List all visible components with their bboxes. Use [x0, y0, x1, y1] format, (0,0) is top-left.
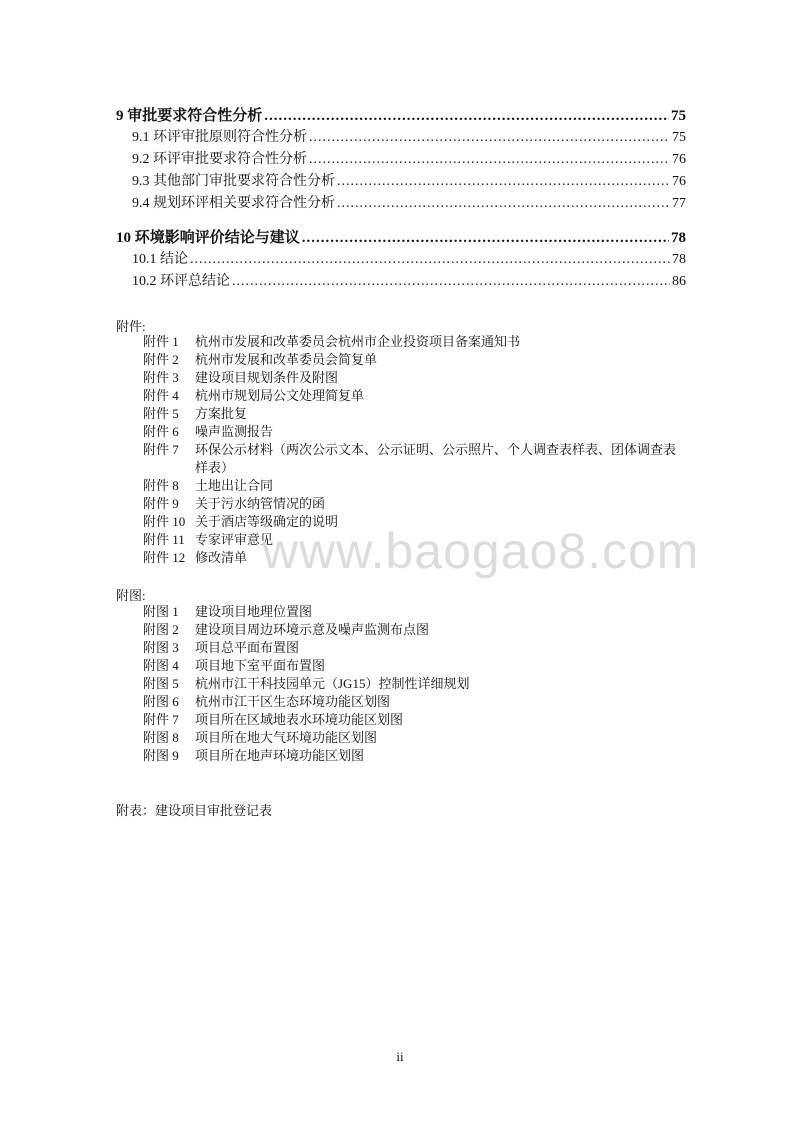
item-number: 附件 4 [143, 388, 179, 403]
toc-entry-9[interactable] [116, 104, 686, 126]
item-number: 附图 4 [143, 658, 179, 673]
page-number: ii [396, 1049, 404, 1064]
figures-list [143, 603, 688, 765]
list-item [143, 711, 688, 729]
item-text: 杭州市规划局公文处理简复单 [195, 388, 365, 403]
dot-leader [232, 274, 670, 290]
item-number: 附件 3 [143, 370, 179, 385]
dot-leader [190, 252, 670, 268]
item-text: 关于污水纳管情况的函 [195, 496, 326, 511]
item-number: 附件 5 [143, 406, 179, 421]
item-text: 修改清单 [195, 550, 248, 565]
list-item [143, 405, 688, 423]
item-text: 杭州市发展和改革委员会杭州市企业投资项目备案通知书 [195, 334, 521, 349]
item-number: 附件 6 [143, 424, 179, 439]
toc-page-number: 78 [671, 230, 686, 246]
toc-page-number: 86 [672, 274, 686, 289]
item-number: 附图 1 [143, 604, 179, 619]
attachments-heading: 附件: [116, 319, 146, 334]
item-text: 土地出让合同 [195, 478, 274, 493]
list-item [143, 621, 688, 639]
toc-page-number: 77 [672, 196, 686, 211]
item-text: 项目地下室平面布置图 [195, 658, 326, 673]
item-number: 附件 1 [143, 334, 179, 349]
toc-title: 10.2 环评总结论 [132, 274, 230, 289]
toc-page-number: 76 [672, 174, 686, 189]
item-text: 项目所在区域地表水环境功能区划图 [195, 712, 404, 727]
item-number: 附件 11 [143, 532, 185, 547]
item-number: 附件 9 [143, 496, 179, 511]
item-number: 附图 2 [143, 622, 179, 637]
spacer [116, 214, 686, 226]
item-number: 附图 3 [143, 640, 179, 655]
watermark: www.baogao8.com [262, 523, 700, 579]
list-item [143, 423, 688, 441]
item-number: 附件 7 [143, 442, 179, 457]
toc-entry-10[interactable] [116, 226, 686, 248]
dot-leader [337, 196, 670, 212]
item-text: 项目所在地大气环境功能区划图 [195, 730, 378, 745]
item-number: 附件 12 [143, 550, 186, 565]
item-text: 杭州市江干区生态环境功能区划图 [195, 694, 391, 709]
item-number: 附图 5 [143, 676, 179, 691]
toc-title: 9 审批要求符合性分析 [116, 108, 263, 124]
toc-entry-9-4[interactable] [116, 192, 686, 214]
item-text: 噪声监测报告 [195, 424, 274, 439]
table-of-contents [116, 104, 686, 292]
toc-entry-9-1[interactable] [116, 126, 686, 148]
toc-title: 10 环境影响评价结论与建议 [116, 230, 300, 246]
list-item [143, 639, 688, 657]
list-item [143, 747, 688, 765]
list-item [143, 675, 688, 693]
figures-heading: 附图: [116, 588, 146, 603]
list-item [143, 495, 688, 513]
toc-page-number: 76 [672, 152, 686, 167]
list-item [143, 351, 688, 369]
item-text: 方案批复 [195, 406, 248, 421]
item-text: 建设项目规划条件及附图 [195, 370, 339, 385]
toc-title: 9.3 其他部门审批要求符合性分析 [132, 174, 335, 189]
item-text: 环保公示材料（两次公示文本、公示证明、公示照片、个人调查表样表、团体调查表样表） [195, 442, 677, 475]
dot-leader [302, 230, 669, 247]
toc-page-number: 75 [672, 130, 686, 145]
item-number: 附图 8 [143, 730, 179, 745]
toc-title: 9.4 规划环评相关要求符合性分析 [132, 196, 335, 211]
toc-entry-9-3[interactable] [116, 170, 686, 192]
item-text: 建设项目周边环境示意及噪声监测布点图 [195, 622, 430, 637]
item-number: 附件 2 [143, 352, 179, 367]
list-item [143, 693, 688, 711]
toc-entry-9-2[interactable] [116, 148, 686, 170]
item-text: 项目总平面布置图 [195, 640, 300, 655]
toc-title: 10.1 结论 [132, 252, 188, 267]
item-text: 项目所在地声环境功能区划图 [195, 748, 365, 763]
toc-entry-10-1[interactable] [116, 248, 686, 270]
item-text: 建设项目地理位置图 [195, 604, 313, 619]
dot-leader [337, 174, 670, 190]
dot-leader [309, 152, 670, 168]
list-item [143, 387, 688, 405]
toc-title: 9.1 环评审批原则符合性分析 [132, 130, 307, 145]
appendix-table-note: 附表：建设项目审批登记表 [116, 803, 273, 818]
item-number: 附件 7 [143, 712, 179, 727]
item-number: 附件 10 [143, 514, 186, 529]
item-text: 杭州市江干科技园单元（JG15）控制性详细规划 [195, 676, 470, 691]
list-item [143, 657, 688, 675]
list-item [143, 603, 688, 621]
toc-title: 9.2 环评审批要求符合性分析 [132, 152, 307, 167]
list-item [143, 729, 688, 747]
item-number: 附图 6 [143, 694, 179, 709]
item-text: 关于酒店等级确定的说明 [195, 514, 339, 529]
list-item [143, 441, 688, 477]
item-number: 附图 9 [143, 748, 179, 763]
item-number: 附件 8 [143, 478, 179, 493]
toc-entry-10-2[interactable] [116, 270, 686, 292]
toc-page-number: 78 [672, 252, 686, 267]
list-item [143, 369, 688, 387]
item-text: 杭州市发展和改革委员会简复单 [195, 352, 378, 367]
list-item [143, 477, 688, 495]
item-text: 专家评审意见 [195, 532, 274, 547]
list-item [143, 333, 688, 351]
dot-leader [264, 108, 669, 125]
toc-page-number: 75 [671, 108, 686, 124]
dot-leader [309, 130, 670, 146]
